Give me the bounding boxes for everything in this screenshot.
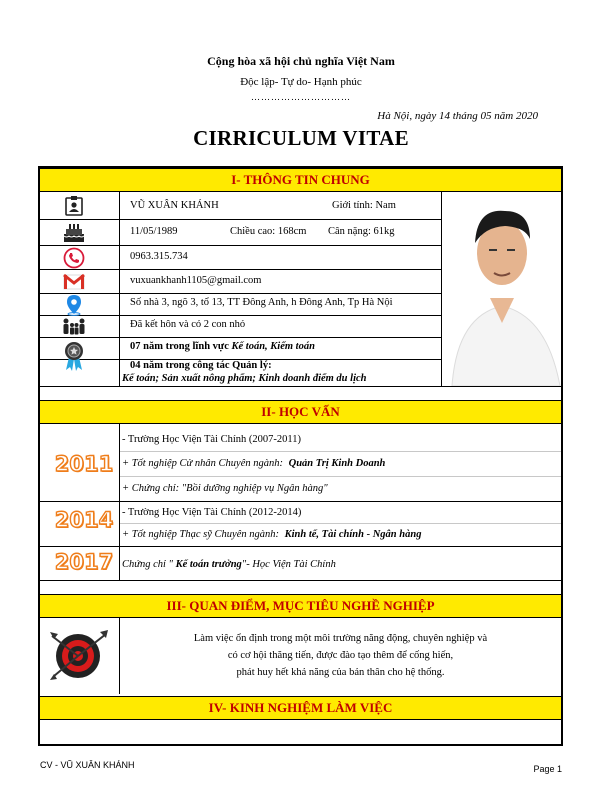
divider — [119, 192, 120, 386]
cert-title: Kế toán trưởng — [172, 559, 242, 570]
divider — [119, 424, 120, 580]
height: Chiều cao: 168cm — [230, 226, 307, 237]
objective-line-2: có cơ hội thăng tiến, được đào tạo thêm để cống hiến, — [227, 650, 454, 661]
section-experience-heading: IV- KINH NGHIỆM LÀM VIỆC — [40, 696, 561, 720]
dotted-line: ………………………… — [251, 92, 351, 102]
certificate-chief-accountant — [122, 559, 336, 570]
award-medal-icon — [60, 339, 88, 373]
gmail-icon — [60, 270, 88, 294]
divider — [40, 580, 561, 581]
divider — [40, 337, 441, 338]
divider — [40, 315, 441, 316]
school-master: - Trường Học Viện Tài Chính (2012-2014) — [122, 507, 302, 518]
divider — [120, 523, 561, 524]
page-number: Page 1 — [533, 764, 562, 774]
divider — [120, 476, 561, 477]
profile-photo — [442, 193, 561, 386]
email: vuxuankhanh1105@gmail.com — [130, 275, 262, 286]
birthday: 11/05/1989 — [130, 226, 178, 237]
degree-master — [122, 529, 421, 540]
experience-accounting-prefix: 07 năm trong lĩnh vực — [130, 341, 232, 352]
divider — [40, 269, 441, 270]
target-icon — [46, 624, 112, 684]
section-education-heading: II- HỌC VẤN — [40, 400, 561, 424]
experience-accounting-field: Kế toán, Kiểm toán — [231, 341, 315, 352]
divider — [40, 219, 441, 220]
family-icon — [60, 315, 88, 339]
degree-master-major: Kinh tế, Tài chính - Ngân hàng — [284, 529, 422, 540]
section-general-heading: I- THÔNG TIN CHUNG — [40, 168, 561, 192]
objective-line-1: Làm việc ổn định trong một môi trường năng động, chuyên nghiệp và — [193, 633, 488, 644]
id-badge-icon — [60, 194, 88, 218]
section-objective-heading: III- QUAN ĐIỂM, MỤC TIÊU NGHỀ NGHIỆP — [40, 594, 561, 618]
objective-line-3: phát huy hết khả năng của bản thân cho hệ thống. — [236, 667, 445, 678]
birthday-cake-icon — [60, 220, 88, 244]
divider — [40, 386, 561, 387]
divider — [561, 720, 563, 742]
divider — [40, 293, 441, 294]
cert-prefix: Chứng chỉ " — [122, 559, 173, 570]
family-status: Đã kết hôn và có 2 con nhỏ — [130, 319, 246, 330]
year-2014: 2014 — [54, 508, 114, 532]
address: Số nhà 3, ngõ 3, tổ 13, TT Đông Anh, h Đông Anh, Tp Hà Nội — [130, 297, 393, 308]
location-pin-icon — [60, 293, 88, 317]
motto: Độc lập- Tự do- Hạnh phúc — [240, 76, 362, 88]
degree-bachelor-major: Quản Trị Kinh Doanh — [288, 458, 386, 469]
experience-accounting — [130, 341, 315, 352]
phone-number: 0963.315.734 — [130, 251, 188, 262]
cert-suffix: "- Học Viện Tài Chính — [241, 559, 336, 570]
page-title: CIRRICULUM VITAE — [193, 126, 409, 150]
year-2017: 2017 — [54, 550, 114, 574]
certificate-banking: + Chứng chỉ: "Bồi dưỡng nghiệp vụ Ngân hàng" — [122, 483, 328, 494]
republic-heading: Cộng hòa xã hội chủ nghĩa Việt Nam — [207, 54, 395, 68]
school-bachelor: - Trường Học Viện Tài Chính (2007-2011) — [122, 434, 301, 445]
divider — [40, 501, 561, 502]
divider — [38, 720, 40, 742]
full-name: VŨ XUÂN KHÁNH — [130, 200, 219, 211]
divider — [40, 546, 561, 547]
phone-icon — [60, 246, 88, 270]
weight: Cân nặng: 61kg — [328, 226, 395, 237]
experience-management: 04 năm trong công tác Quản lý: — [130, 360, 272, 371]
degree-bachelor-prefix: + Tốt nghiệp Cử nhân Chuyên ngành: — [122, 458, 286, 469]
place-date: Hà Nội, ngày 14 tháng 05 năm 2020 — [377, 110, 538, 122]
footer-name: CV - VŨ XUÂN KHÁNH — [40, 760, 135, 770]
divider — [40, 245, 441, 246]
divider — [120, 451, 561, 452]
year-2011: 2011 — [54, 452, 114, 476]
degree-master-prefix: + Tốt nghiệp Thạc sỹ Chuyên ngành: — [122, 529, 282, 540]
management-fields: Kế toán; Sản xuất nông phẩm; Kinh doanh điểm du lịch — [122, 373, 367, 384]
gender: Giới tính: Nam — [332, 200, 396, 211]
degree-bachelor — [122, 458, 385, 469]
